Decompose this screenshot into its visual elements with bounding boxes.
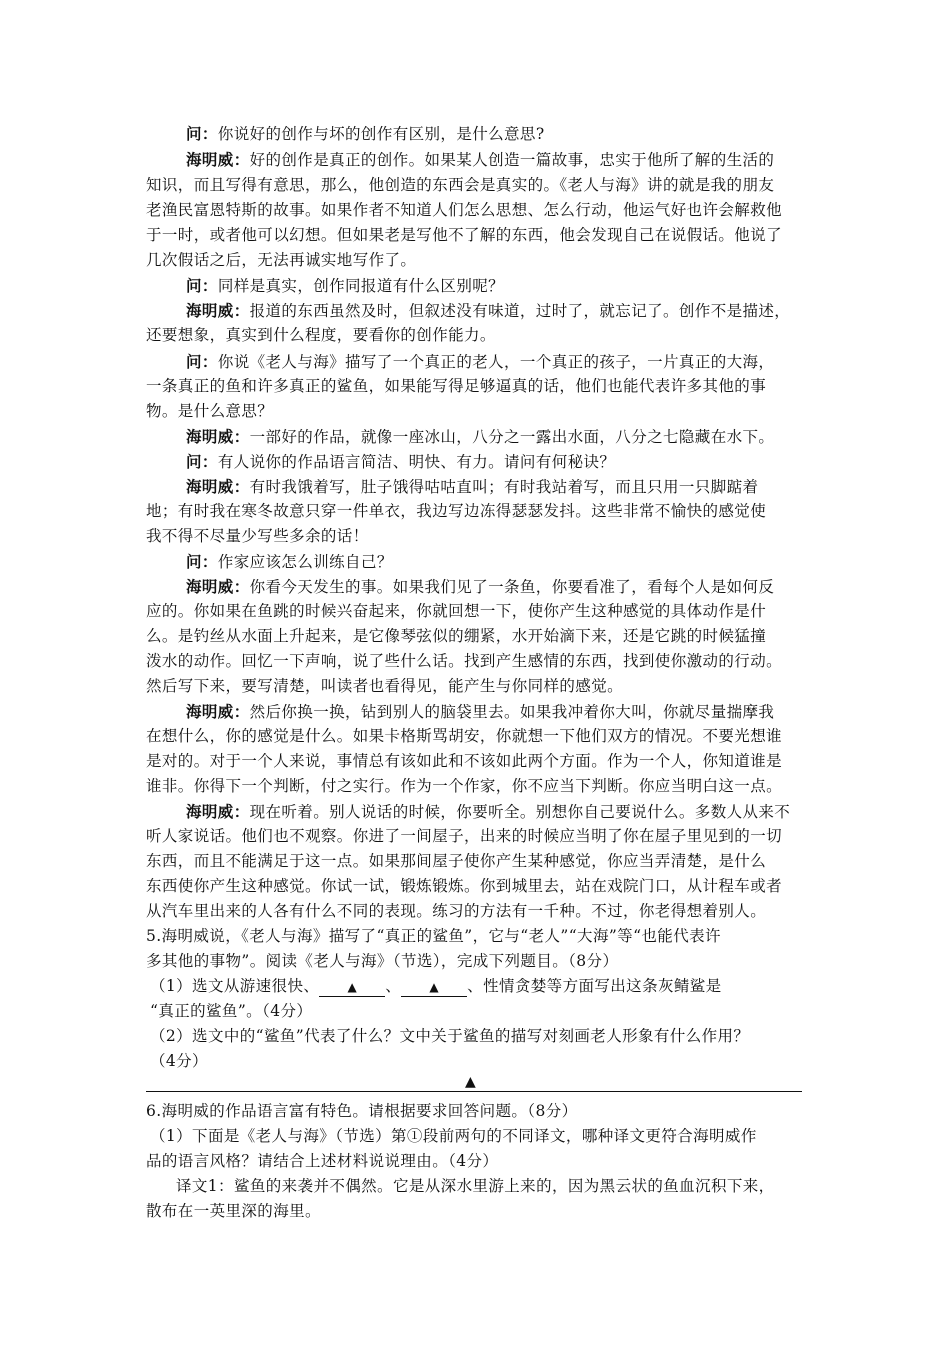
answer-line[interactable] [146, 1091, 802, 1092]
interview-line: 一条真正的鱼和许多真正的鲨鱼，如果能写得足够逼真的话，他们也能代表许多其他的事 [146, 377, 767, 395]
interview-line: 么。是钓丝从水面上升起来，是它像琴弦似的绷紧，水开始滴下来，还是它跳的时候猛撞 [146, 627, 767, 645]
interview-line: 还要想象，真实到什么程度，要看你的创作能力。 [146, 326, 496, 344]
interview-line: 谁非。你得下一个判断，付之实行。作为一个作家，你不应当下判断。你应当明白这一点。 [146, 777, 783, 795]
answer-blank-2[interactable]: ▲ [401, 978, 467, 997]
answer-blank-1[interactable]: ▲ [319, 978, 385, 997]
interview-line: 海明威：报道的东西虽然及时，但叙述没有味道，过时了，就忘记了。创作不是描述， [186, 301, 791, 320]
interview-line: 从汽车里出来的人各有什么不同的表现。练习的方法有一千种。不过，你老得想着别人。 [146, 902, 767, 920]
interview-line: 物。是什么意思？ [146, 402, 274, 420]
interview-line: 地；有时我在寒冬故意只穿一件单衣，我边写边冻得瑟瑟发抖。这些非常不愉快的感觉使 [146, 502, 767, 520]
question-5-part-1-cont: “真正的鲨鱼”。（4分） [150, 1002, 313, 1020]
interview-line: 几次假话之后，无法再诚实地写作了。 [146, 251, 417, 269]
interview-line: 海明威：然后你换一换，钻到别人的脑袋里去。如果我冲着你大叫，你就尽量揣摩我 [186, 702, 775, 721]
interview-line: 我不得不尽量少写些多余的话！ [146, 527, 369, 545]
translation-1: 译文1：鲨鱼的来袭并不偶然。它是从深水里游上来的，因为黑云状的鱼血沉积下来， [176, 1177, 775, 1195]
question-6-part-1: （1）下面是《老人与海》（节选）第①段前两句的不同译文，哪种译文更符合海明威作 [150, 1127, 757, 1145]
question-5-part-2: （2）选文中的“鲨鱼”代表了什么？文中关于鲨鱼的描写对刻画老人形象有什么作用？ [150, 1027, 750, 1045]
question-5-stem: 5.海明威说，《老人与海》描写了“真正的鲨鱼”，它与“老人”“大海”等“也能代表许 [146, 927, 721, 945]
interview-line: 应的。你如果在鱼跳的时候兴奋起来，你就回想一下，使你产生这种感觉的具体动作是什 [146, 602, 767, 620]
question-6-part-1-cont: 品的语言风格？请结合上述材料说说理由。（4分） [146, 1152, 499, 1170]
interview-line: 海明威：有时我饿着写，肚子饿得咕咕直叫；有时我站着写，而且只用一只脚踮着 [186, 477, 759, 496]
interview-line: 海明威：一部好的作品，就像一座冰山，八分之一露出水面，八分之七隐藏在水下。 [186, 427, 775, 446]
interview-line: 是对的。对于一个人来说，事情总有该如此和不该如此两个方面。作为一个人，你知道谁是 [146, 752, 783, 770]
interview-line: 听人家说话。他们也不观察。你进了一间屋子，出来的时候应当明了你在屋子里见到的一切 [146, 827, 783, 845]
interview-line: 问：有人说你的作品语言简洁、明快、有力。请问有何秘诀？ [186, 452, 616, 471]
interview-line: 在想什么，你的感觉是什么。如果卡格斯骂胡安，你就想一下他们双方的情况。不要光想谁 [146, 727, 783, 745]
interview-line: 问：作家应该怎么训练自己？ [186, 552, 393, 571]
interview-line: 泼水的动作。回忆一下声响，说了些什么话。找到产生感情的东西，找到使你激动的行动。 [146, 652, 783, 670]
question-5-part-2-cont: （4分） [150, 1052, 208, 1070]
interview-line: 问：你说《老人与海》描写了一个真正的老人，一个真正的孩子，一片真正的大海， [186, 352, 775, 371]
interview-line: 然后写下来，要写清楚，叫读者也看得见，能产生与你同样的感觉。 [146, 677, 624, 695]
interview-line: 海明威：现在听着。别人说话的时候，你要听全。别想你自己要说什么。多数人从来不 [186, 802, 791, 821]
interview-line: 问：同样是真实，创作同报道有什么区别呢？ [186, 276, 505, 295]
interview-line: 于一时，或者他可以幻想。但如果老是写他不了解的东西，他会发现自己在说假话。他说了 [146, 226, 783, 244]
question-5-part-1: （1）选文从游速很快、 ▲ 、 ▲ 、性情贪婪等方面写出这条灰鲭鲨是 [150, 977, 722, 995]
interview-line: 海明威：好的创作是真正的创作。如果某人创造一篇故事，忠实于他所了解的生活的 [186, 150, 775, 169]
translation-1-cont: 散布在一英里深的海里。 [146, 1202, 321, 1220]
question-5-stem: 多其他的事物”。阅读《老人与海》（节选），完成下列题目。（8分） [146, 952, 619, 970]
interview-line: 老渔民富恩特斯的故事。如果作者不知道人们怎么思想、怎么行动，他运气好也许会解救他 [146, 201, 783, 219]
interview-line: 东西，而且不能满足于这一点。如果那间屋子使你产生某种感觉，你应当弄清楚，是什么 [146, 852, 767, 870]
interview-line: 海明威：你看今天发生的事。如果我们见了一条鱼，你要看准了，看每个人是如何反 [186, 577, 775, 596]
interview-line: 问：你说好的创作与坏的创作有区别，是什么意思? [186, 124, 545, 143]
interview-line: 东西使你产生这种感觉。你试一试，锻炼锻炼。你到城里去，站在戏院门口，从计程车或者 [146, 877, 783, 895]
answer-line-mark: ▲ [465, 1074, 477, 1090]
interview-line: 知识，而且写得有意思，那么，他创造的东西会是真实的。《老人与海》讲的就是我的朋友 [146, 176, 775, 194]
question-6-stem: 6.海明威的作品语言富有特色。请根据要求回答问题。（8分） [146, 1102, 578, 1120]
